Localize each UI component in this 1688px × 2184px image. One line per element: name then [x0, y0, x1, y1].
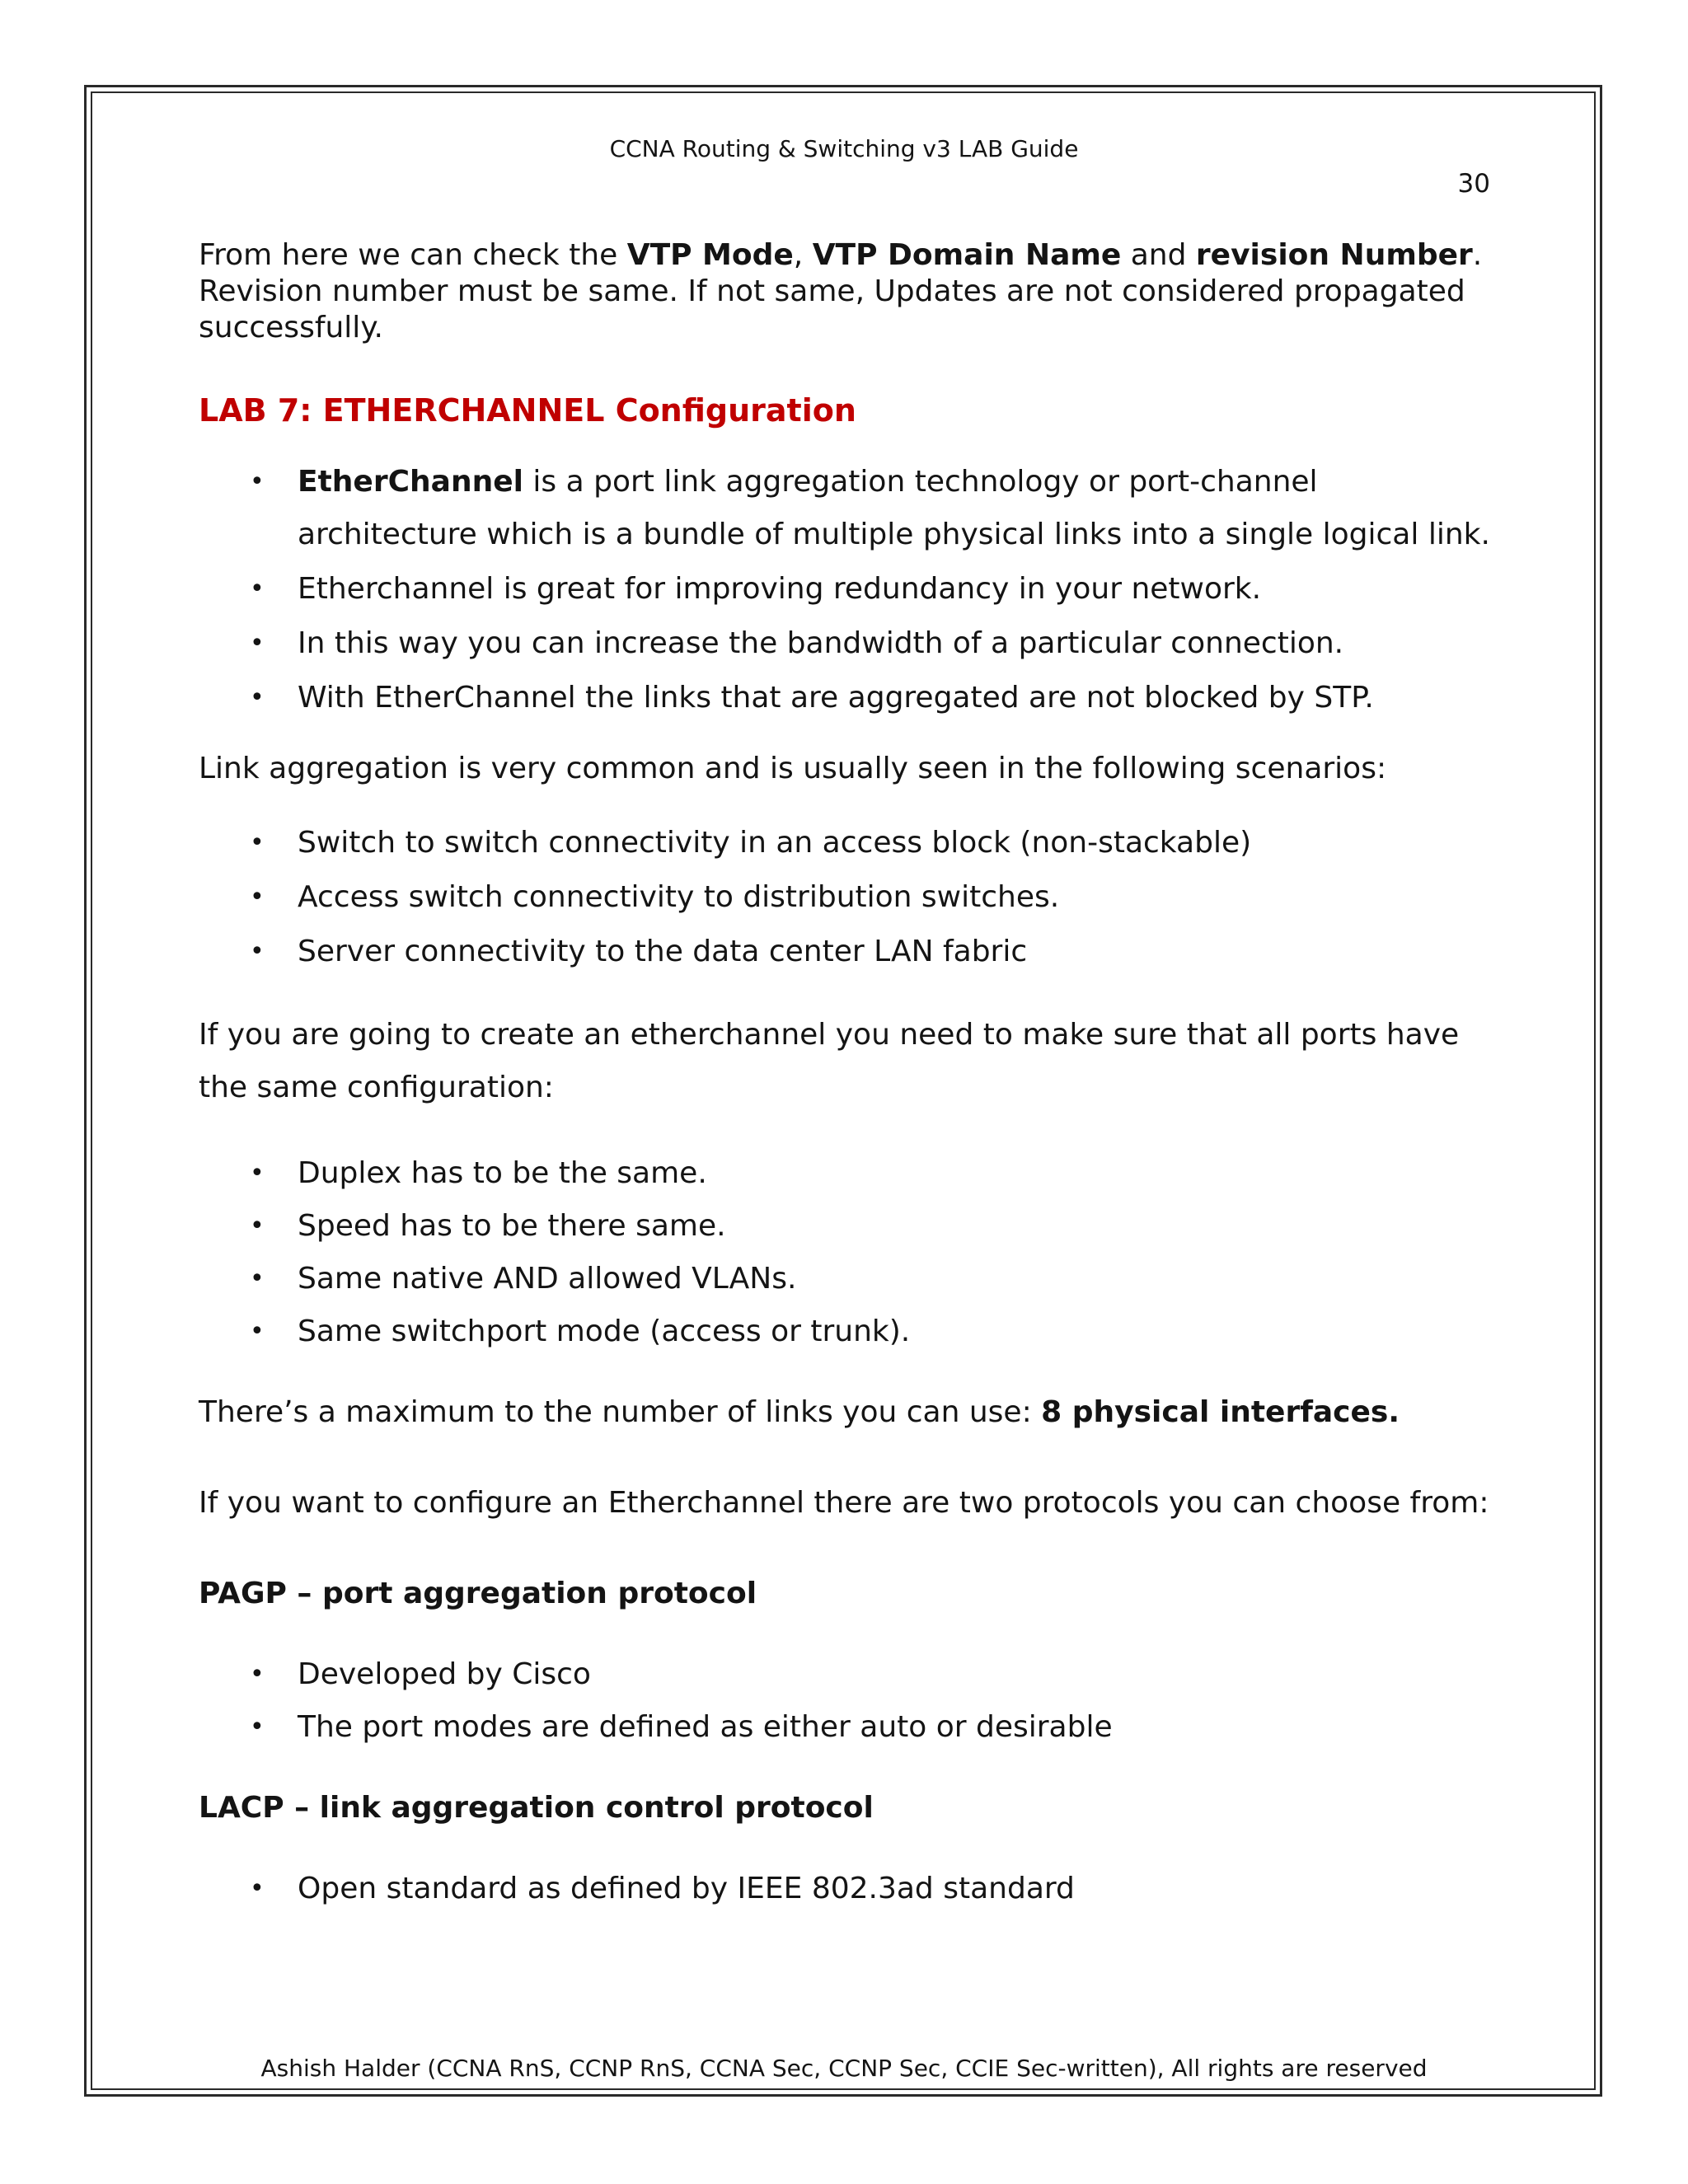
list-item: • Developed by Cisco — [250, 1657, 591, 1691]
link-aggregation-paragraph: Link aggregation is very common and is usually seen in the following scenarios: — [199, 752, 1387, 785]
lab-title: LAB 7: ETHERCHANNEL Configuration — [199, 392, 856, 429]
list-item: • Same switchport mode (access or trunk). — [250, 1315, 911, 1348]
pagp-heading: PAGP – port aggregation protocol — [199, 1577, 757, 1610]
page-content — [199, 237, 1501, 1915]
list-item: • Duplex has to be the same. — [250, 1156, 707, 1190]
list-item: • Same native AND allowed VLANs. — [250, 1262, 797, 1296]
requirements-bullet-list — [199, 1147, 1501, 1358]
list-item: • Switch to switch connectivity in an access block (non-stackable) — [250, 826, 1252, 860]
pagp-bullet-list — [199, 1648, 1501, 1754]
configuration-paragraph: If you are going to create an etherchannel you need to make sure that all ports have the same configuration: — [199, 1018, 1460, 1104]
running-header: CCNA Routing & Switching v3 LAB Guide — [609, 135, 1079, 162]
list-item: • With EtherChannel the links that are aggregated are not blocked by STP. — [250, 681, 1374, 715]
list-item: • Open standard as defined by IEEE 802.3ad standard — [250, 1872, 1075, 1905]
intro-paragraph: From here we can check the VTP Mode, VTP Domain Name and revision Number. Revision number must be same. If not same, Updates are not considered propagated successfully. — [199, 238, 1483, 344]
list-item: • In this way you can increase the bandwidth of a particular connection. — [250, 626, 1344, 660]
protocols-paragraph: If you want to configure an Etherchannel there are two protocols you can choose from: — [199, 1486, 1489, 1520]
list-item: • The port modes are defined as either auto or desirable — [250, 1710, 1113, 1744]
list-item: • Speed has to be there same. — [250, 1209, 726, 1243]
list-item: • EtherChannel is a port link aggregation technology or port-channel architecture which is a bundle of multiple physical links into a single logical link. — [250, 465, 1490, 551]
page-number: 30 — [1457, 169, 1490, 199]
list-item: • Access switch connectivity to distribution switches. — [250, 880, 1060, 914]
scenario-bullet-list — [199, 816, 1501, 979]
max-links-paragraph: There’s a maximum to the number of links you can use: 8 physical interfaces. — [199, 1395, 1400, 1429]
lacp-heading: LACP – link aggregation control protocol — [199, 1791, 874, 1825]
list-item: • Etherchannel is great for improving redundancy in your network. — [250, 572, 1262, 606]
lacp-bullet-list — [199, 1863, 1501, 1915]
page-footer: Ashish Halder (CCNA RnS, CCNP RnS, CCNA Sec, CCNP Sec, CCIE Sec-written), All rights are reserved — [260, 2055, 1428, 2082]
list-item: • Server connectivity to the data center LAN fabric — [250, 935, 1028, 968]
etherchannel-bullet-list — [199, 456, 1501, 724]
